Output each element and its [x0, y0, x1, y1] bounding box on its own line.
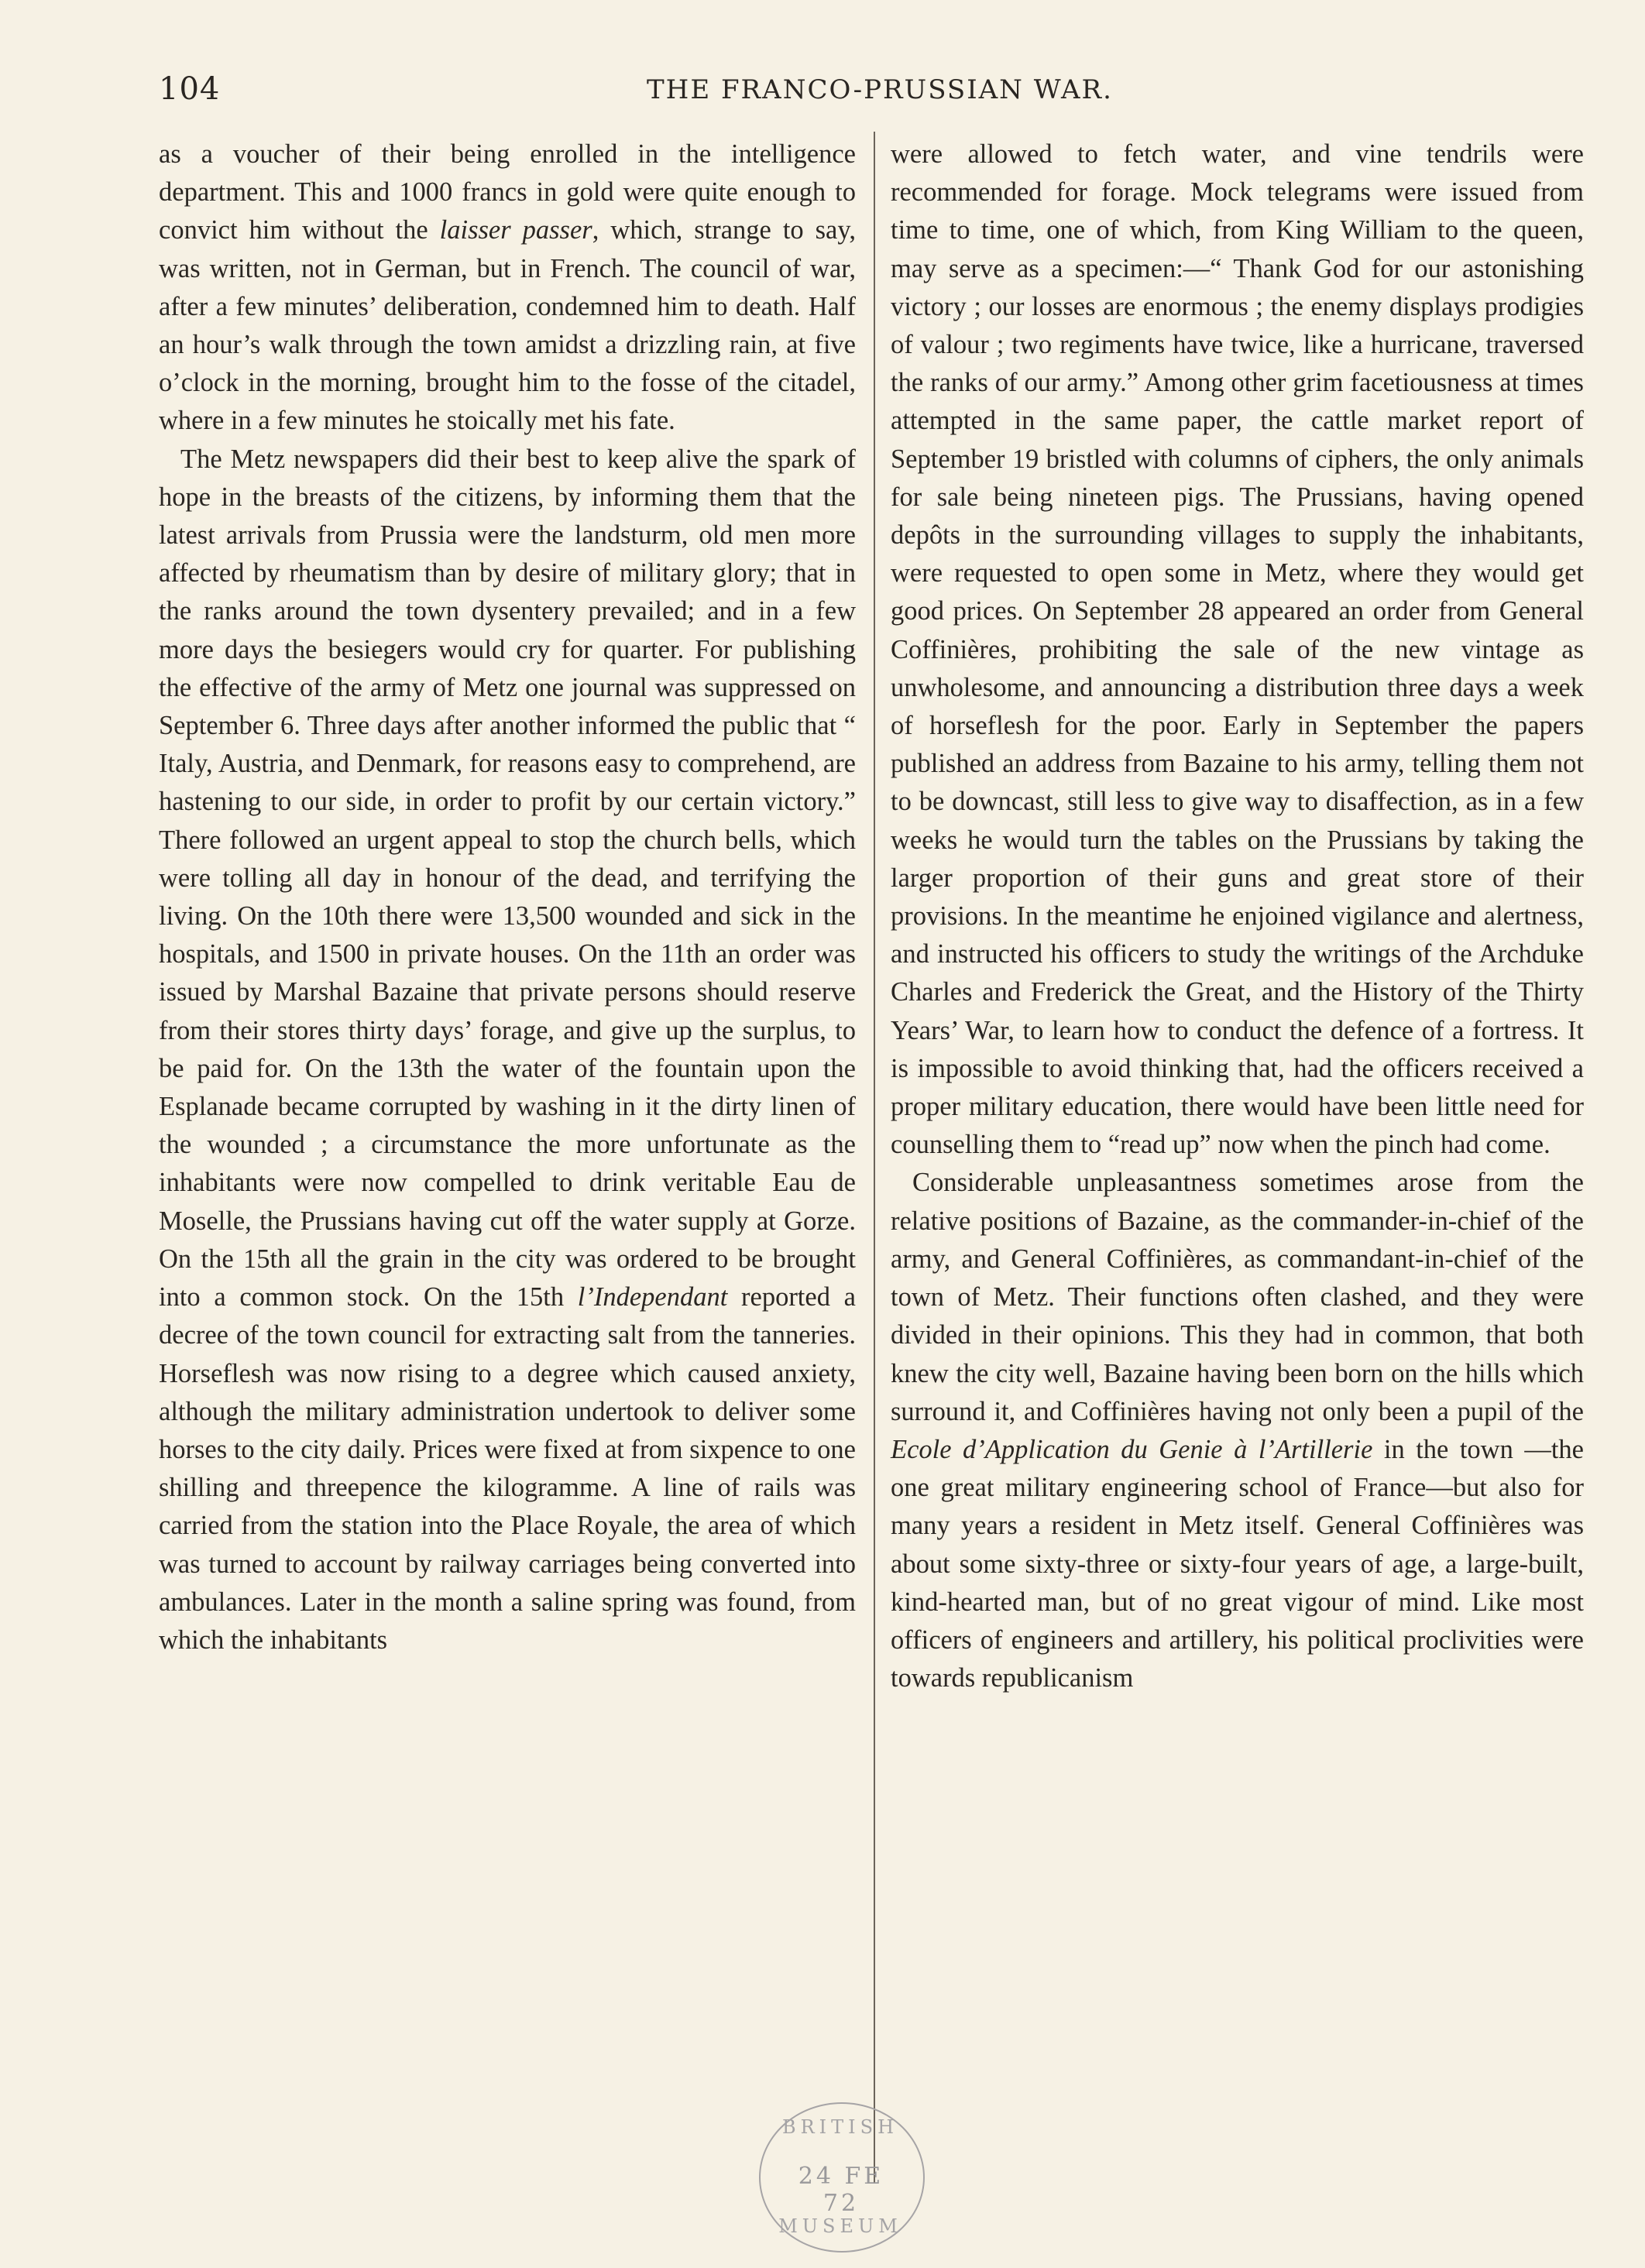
running-title: THE FRANCO-PRUSSIAN WAR.	[647, 74, 1113, 105]
right-column	[891, 136, 1584, 1697]
page-header	[159, 71, 1576, 113]
text-run: reported a decree of the town council for extracting salt from the tanneries. Horseflesh was now rising to a degree which caused anxiety, although the military administration undertook to deliver some horses to the city daily. Prices were fixed at from sixpence to one shilling and threepence the kilogramme. A line of rails was carried from the station into the Place Royale, the area of which was turned to account by railway carriages being converted into ambulances. Later in the month a saline spring was found, from which the inhabitants	[159, 1282, 856, 1655]
italic-phrase: Ecole d’Application du Genie à l’Artillerie	[891, 1434, 1373, 1464]
left-paragraph-1	[159, 136, 856, 441]
left-paragraph-2	[159, 441, 856, 1660]
right-paragraph-1: were allowed to fetch water, and vine tendrils were recommended for forage. Mock telegrams were issued from time to time, one of which, from King William to the queen, may serve as a specimen:—“ Thank God for our astonishing victory ; our losses are enormous ; the enemy displays prodigies of valour ; two regiments have twice, like a hurricane, traversed the ranks of our army.” Among other grim facetiousness at times attempted in the same paper, the cattle market report of September 19 bristled with columns of ciphers, the only animals for sale being nineteen pigs. The Prussians, having opened depôts in the surrounding villages to supply the inhabitants, were requested to open some in Metz, where they would get good prices. On September 28 appeared an order from General Coffinières, prohibiting the sale of the new vintage as unwholesome, and announcing a distribution three days a week of horseflesh for the poor. Early in September the papers published an address from Bazaine to his army, telling them not to be downcast, still less to give way to disaffection, as in a few weeks he would turn the tables on the Prussians by taking the larger proportion of their guns and great store of their provisions. In the meantime he enjoined vigilance and alertness, and instructed his officers to study the writings of the Archduke Charles and Frederick the Great, and the History of the Thirty Years’ War, to learn how to conduct the defence of a fortress. It is impossible to avoid thinking that, had the officers received a proper military education, there would have been little need for counselling them to “read up” now when the pinch had come.	[891, 139, 1584, 1160]
column-divider	[874, 132, 875, 2184]
italic-phrase: laisser passer	[439, 215, 592, 245]
right-paragraph-2	[891, 1164, 1584, 1697]
text-run: Considerable unpleasantness sometimes arose from the relative positions of Bazaine, as the commander-in-chief of the army, and General Coffinières, as commandant-in-chief of the town of Metz. Their functions often clashed, and they were divided in their opinions. This they had in common, that both knew the city well, Bazaine having been born on the hills which surround it, and Coffinières having not only been a pupil of the	[891, 1168, 1584, 1426]
stamp-top-text: BRITISH	[781, 2116, 899, 2138]
text-run: The Metz newspapers did their best to keep alive the spark of hope in the breasts of the citizens, by informing them that the latest arrivals from Prussia were the landsturm, old men more affected by rheumatism than by desire of military glory; that in the ranks around the town dysentery prevailed; and in a few more days the besiegers would cry for quarter. For publishing the effective of the army of Metz one journal was suppressed on September 6. Three days after another informed the public that “ Italy, Austria, and Denmark, for reasons easy to comprehend, are hastening to our side, in order to profit by our certain victory.” There followed an urgent appeal to stop the church bells, which were tolling all day in honour of the dead, and terrifying the living. On the 10th there were 13,500 wounded and sick in the hospitals, and 1500 in private houses. On the 11th an order was issued by Marshal Bazaine that private persons should reserve from their stores thirty days’ forage, and give up the surplus, to be paid for. On the 13th the water of the fountain upon the Esplanade became corrupted by washing in it the dirty linen of the wounded ; a circumstance the more unfortunate as the inhabitants were now compelled to drink veritable Eau de Moselle, the Prussians having cut off the water supply at Gorze. On the 15th all the grain in the city was ordered to be brought into a common stock. On the 15th	[159, 444, 856, 1312]
text-run: in the town —the one great military engineering school of France—but also for many years a resident in Metz itself. General Coffinières was about some sixty-three or sixty-four years of age, a large-built, kind-hearted man, but of no great vigour of mind. Like most officers of engineers and artillery, his political proclivities were towards republicanism	[891, 1434, 1584, 1693]
left-column	[159, 136, 856, 1659]
library-stamp	[759, 2102, 929, 2257]
page-number: 104	[159, 71, 221, 107]
stamp-bottom-text: MUSEUM	[778, 2215, 902, 2237]
text-run: as a voucher of their being enrolled in the intelligence department. This and 1000 francs in gold were quite enough to convict him without the	[159, 139, 856, 245]
text-run: , which, strange to say, was written, not in German, but in French. The council of war, after a few minutes’ deliberation, condemned him to death. Half an hour’s walk through the town amidst a drizzling rain, at five o’clock in the morning, brought him to the fosse of the citadel, where in a few minutes he stoically met his fate.	[159, 215, 856, 436]
italic-phrase: l’Independant	[577, 1282, 728, 1312]
stamp-date: 24 FE 72	[798, 2163, 884, 2217]
